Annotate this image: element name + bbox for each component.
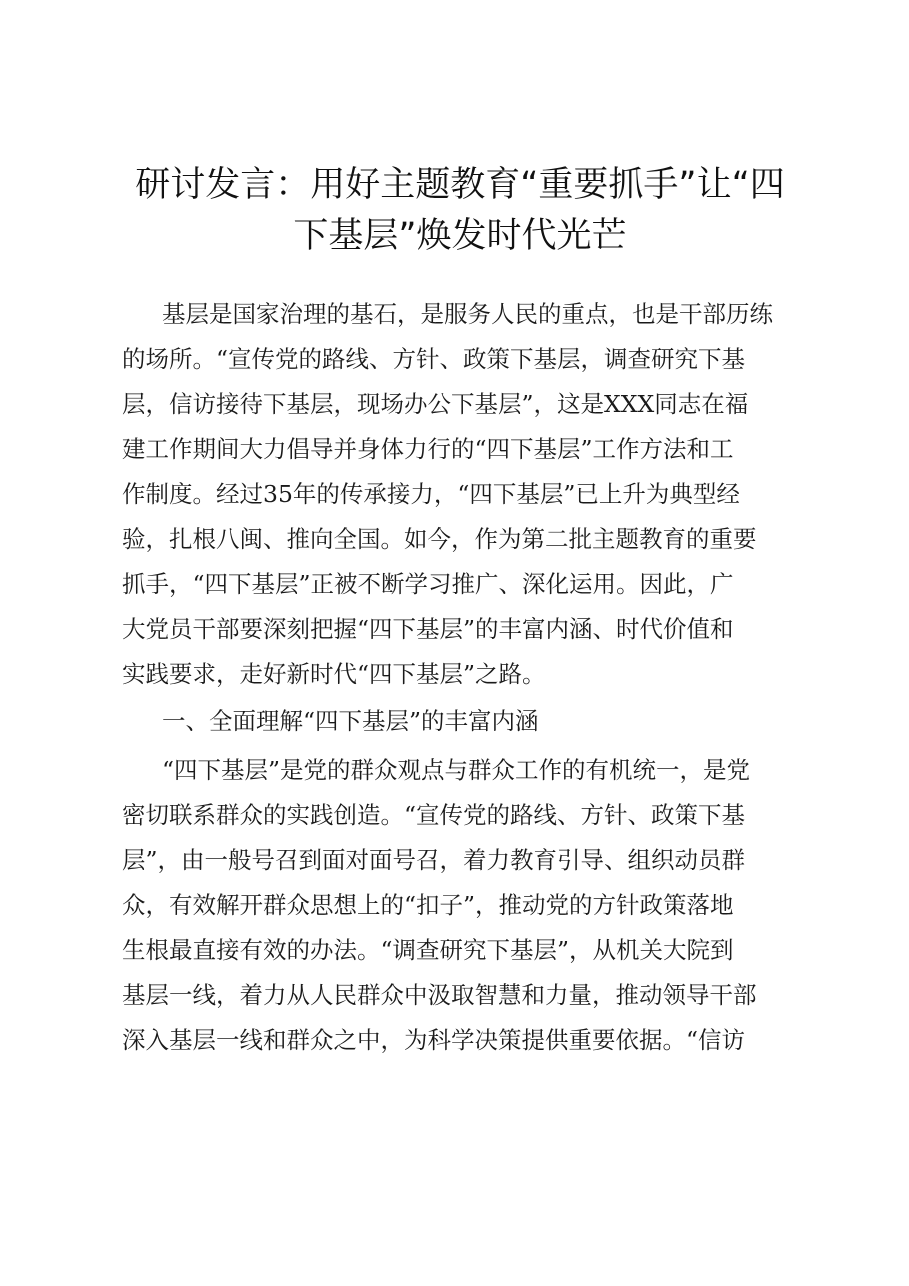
text-line: 基层是国家治理的基石，是服务人民的重点，也是干部历练 bbox=[162, 300, 773, 328]
title-line-1: 研讨发言：用好主题教育“重要抓手”让“四 bbox=[135, 165, 785, 205]
text-line: 实践要求，走好新时代“四下基层”之路。 bbox=[122, 660, 546, 688]
text-line: 基层一线，着力从人民群众中汲取智慧和力量，推动领导干部 bbox=[122, 981, 757, 1009]
section-heading: 一、全面理解“四下基层”的丰富内涵 bbox=[162, 707, 539, 735]
document-title bbox=[110, 160, 810, 262]
document-body bbox=[122, 292, 802, 1063]
title-line-2: 下基层”焕发时代光芒 bbox=[293, 216, 627, 256]
paragraph-section-1 bbox=[122, 748, 802, 1063]
text-line: 密切联系群众的实践创造。“宣传党的路线、方针、政策下基 bbox=[122, 801, 746, 829]
text-line: 的场所。“宣传党的路线、方针、政策下基层，调查研究下基 bbox=[122, 345, 746, 373]
text-line: 抓手，“四下基层”正被不断学习推广、深化运用。因此，广 bbox=[122, 570, 734, 598]
text-line: 作制度。经过35年的传承接力，“四下基层”已上升为典型经 bbox=[122, 480, 740, 508]
text-line: 层，信访接待下基层，现场办公下基层”，这是XXX同志在福 bbox=[122, 390, 749, 418]
text-line: 层”，由一般号召到面对面号召，着力教育引导、组织动员群 bbox=[122, 846, 746, 874]
text-line: “四下基层”是党的群众观点与群众工作的有机统一，是党 bbox=[162, 756, 751, 784]
text-line: 深入基层一线和群众之中，为科学决策提供重要依据。“信访 bbox=[122, 1026, 746, 1054]
text-line: 大党员干部要深刻把握“四下基层”的丰富内涵、时代价值和 bbox=[122, 615, 734, 643]
text-line: 建工作期间大力倡导并身体力行的“四下基层”工作方法和工 bbox=[122, 435, 734, 463]
paragraph-intro bbox=[122, 292, 802, 697]
text-line: 众，有效解开群众思想上的“扣子”，推动党的方针政策落地 bbox=[122, 891, 734, 919]
text-line: 生根最直接有效的办法。“调查研究下基层”，从机关大院到 bbox=[122, 936, 734, 964]
text-line: 验，扎根八闽、推向全国。如今，作为第二批主题教育的重要 bbox=[122, 525, 757, 553]
